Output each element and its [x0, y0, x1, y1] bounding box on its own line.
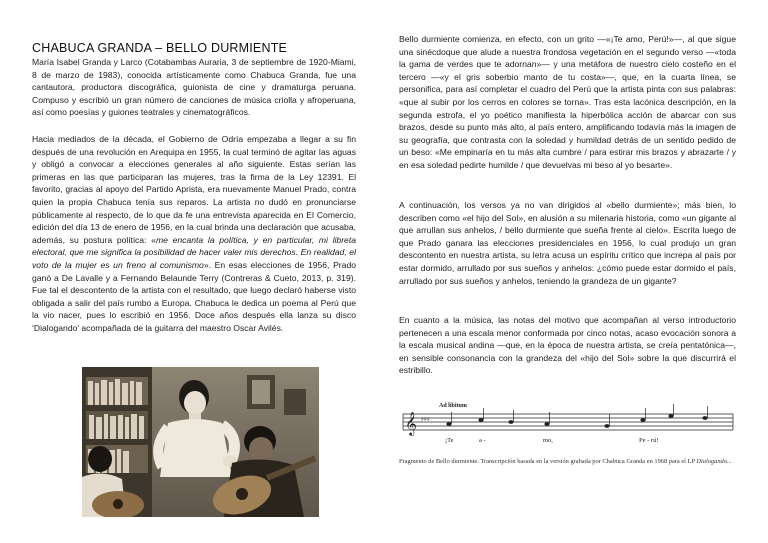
caption-text: Fragmento de Bello durmiente. Transcripción basada en la versión grabada por Chabuca Granda en 1968 para el LP — [399, 458, 697, 465]
photo-illustration — [82, 367, 319, 517]
lyric-peru: Pe - rú! — [639, 437, 659, 444]
interview-quote: me encanta la política, y en particular, mi libreta electoral, que me significa la posibilidad de hacer valer mis derechos. En realidad, el voto de la mujer es un freno al comunismo — [32, 234, 357, 270]
caption-ellipsis: ... — [726, 458, 732, 465]
key-signature-icon: ♯♯♯ — [421, 416, 430, 423]
music-score — [399, 394, 736, 454]
photo-chabuca-and-guitarist — [82, 367, 319, 517]
analysis-paragraph-1: Bello durmiente comienza, en efecto, con un grito —«¡Te amo, Perú!»—, al que sigue una sinécdoque que alude a nuestra frondosa vegetación en el segundo verso —«toda la gama de verdes que te adornan»— y una metáfora de nuestro cielo costeño en el tercero —«y el gris soberbio manto de tu costa»—, que, en la cuarta línea, se personifica, para así completar el cuadro del Perú que la artista pinta con sus palabras: «que al subir por los cerros en colores se torna». Tras esta lacónica descripción, en la segunda estrofa, el yo poético manifiesta la hiperbólica acción de abarcar con sus brazos, desde su punto más alto, al país entero, amplificando todavía más la imagen de su geografía, que contrasta con la soledad y humildad detrás de un sentido pedido de un beso: «Me empinaría en tu más alta cumbre / para estirar mis brazos y abrazarte / y en esa soledad pedirte humilde / que devuelvas mi beso al yo besarte». — [399, 34, 736, 170]
bio-paragraph: María Isabel Granda y Larco (Cotabambas Auraria, 3 de septiembre de 1920-Miami, 8 de marzo de 1983), conocida artísticamente como Chabuca Granda, fue una cantautora, productora discográfica, guionista de cine y dramaturga peruana. Compuso y escribió un gran número de canciones de música criolla y afroperuana, así como poesías y guiones teatrales y cinematográficos. — [32, 57, 356, 118]
caption-album: Dialogando — [696, 458, 727, 465]
right-page — [399, 0, 736, 543]
treble-clef-icon: 𝄞 — [405, 411, 417, 435]
history-text-a: Hacia mediados de la década, el Gobierno de Odría empezaba a llegar a su fin después de una revolución en Arequipa en 1955, la cual terminó de agitar las aguas y obligó a convocar a elecciones generales al año siguiente. Estas serían las primeras en las que participaran las mujeres, tras la firma de la Ley 12391. El favorito, gracias al apoyo del Partido Aprista, era nuevamente Manuel Prado, contra quien la propia Chabuca tenía sus reparos. La artista no dudó en pronunciarse públicamente al respecto, de lo que da fe una entrevista aparecida en El Comercio, edición del día 13 de enero de 1956, en la cual brinda una declaración que acusaba, además, su postura política: « — [32, 134, 356, 245]
history-text-b: ». En esas elecciones de 1956, Prado ganó a De Lavalle y a Fernando Belaunde Terry (Contreras & Cueto, 2013, p. 319). Fue tal el descontento de la artista con el resultado, que luego declaró haberse visto obligada a salir del país rumbo a Europa. Chabuca le dedica un poema al Perú que la vio nacer, pues lo escribió en 1956. Doce años después ella lanza su disco ‘Dialogando’ acompañada de la guitarra del maestro Oscar Avilés. — [32, 259, 357, 333]
lyric-mo: mo, — [543, 437, 553, 444]
left-page — [32, 0, 356, 543]
score-staff — [399, 394, 736, 454]
analysis-paragraph-2: A continuación, los versos ya no van dirigidos al «bello durmiente»; más bien, lo describen como «el hijo del Sol», en alusión a su milenaria historia, como «un gigante al que arrullan sus anhelos, / bello durmiente que sueña frente al cielo». Escrita luego de que Prado ganara las elecciones presidenciales en 1956, lo cual produjo un gran descontento en nuestra artista, su letra acusa un espíritu crítico que increpa al país por estar dormido, arrullado por sus sueños y anhelos: ¿cómo puede estar dormido el país, arrullado por sus sueños y anhelos, teniendo la grandeza de un gigante? — [399, 200, 736, 286]
tempo-marking: Ad libitum — [439, 403, 467, 409]
history-paragraph — [32, 133, 356, 335]
lyric-te: ¡Te — [445, 437, 454, 444]
music-paragraph: En cuanto a la música, las notas del motivo que acompañan al verso introductorio pertenecen a una escala menor conformada por cinco notas, acaso evocación sonora a la escala musical andina —que, en la época de nuestra artista, se creía pentatónica—, en sensible consonancia con la grandeza del «hijo del Sol» sobre la que discurrirá el estribillo. — [399, 315, 736, 376]
article-title: CHABUCA GRANDA – BELLO DURMIENTE — [32, 41, 288, 56]
lyric-a: a - — [479, 437, 486, 444]
score-caption — [399, 458, 736, 467]
